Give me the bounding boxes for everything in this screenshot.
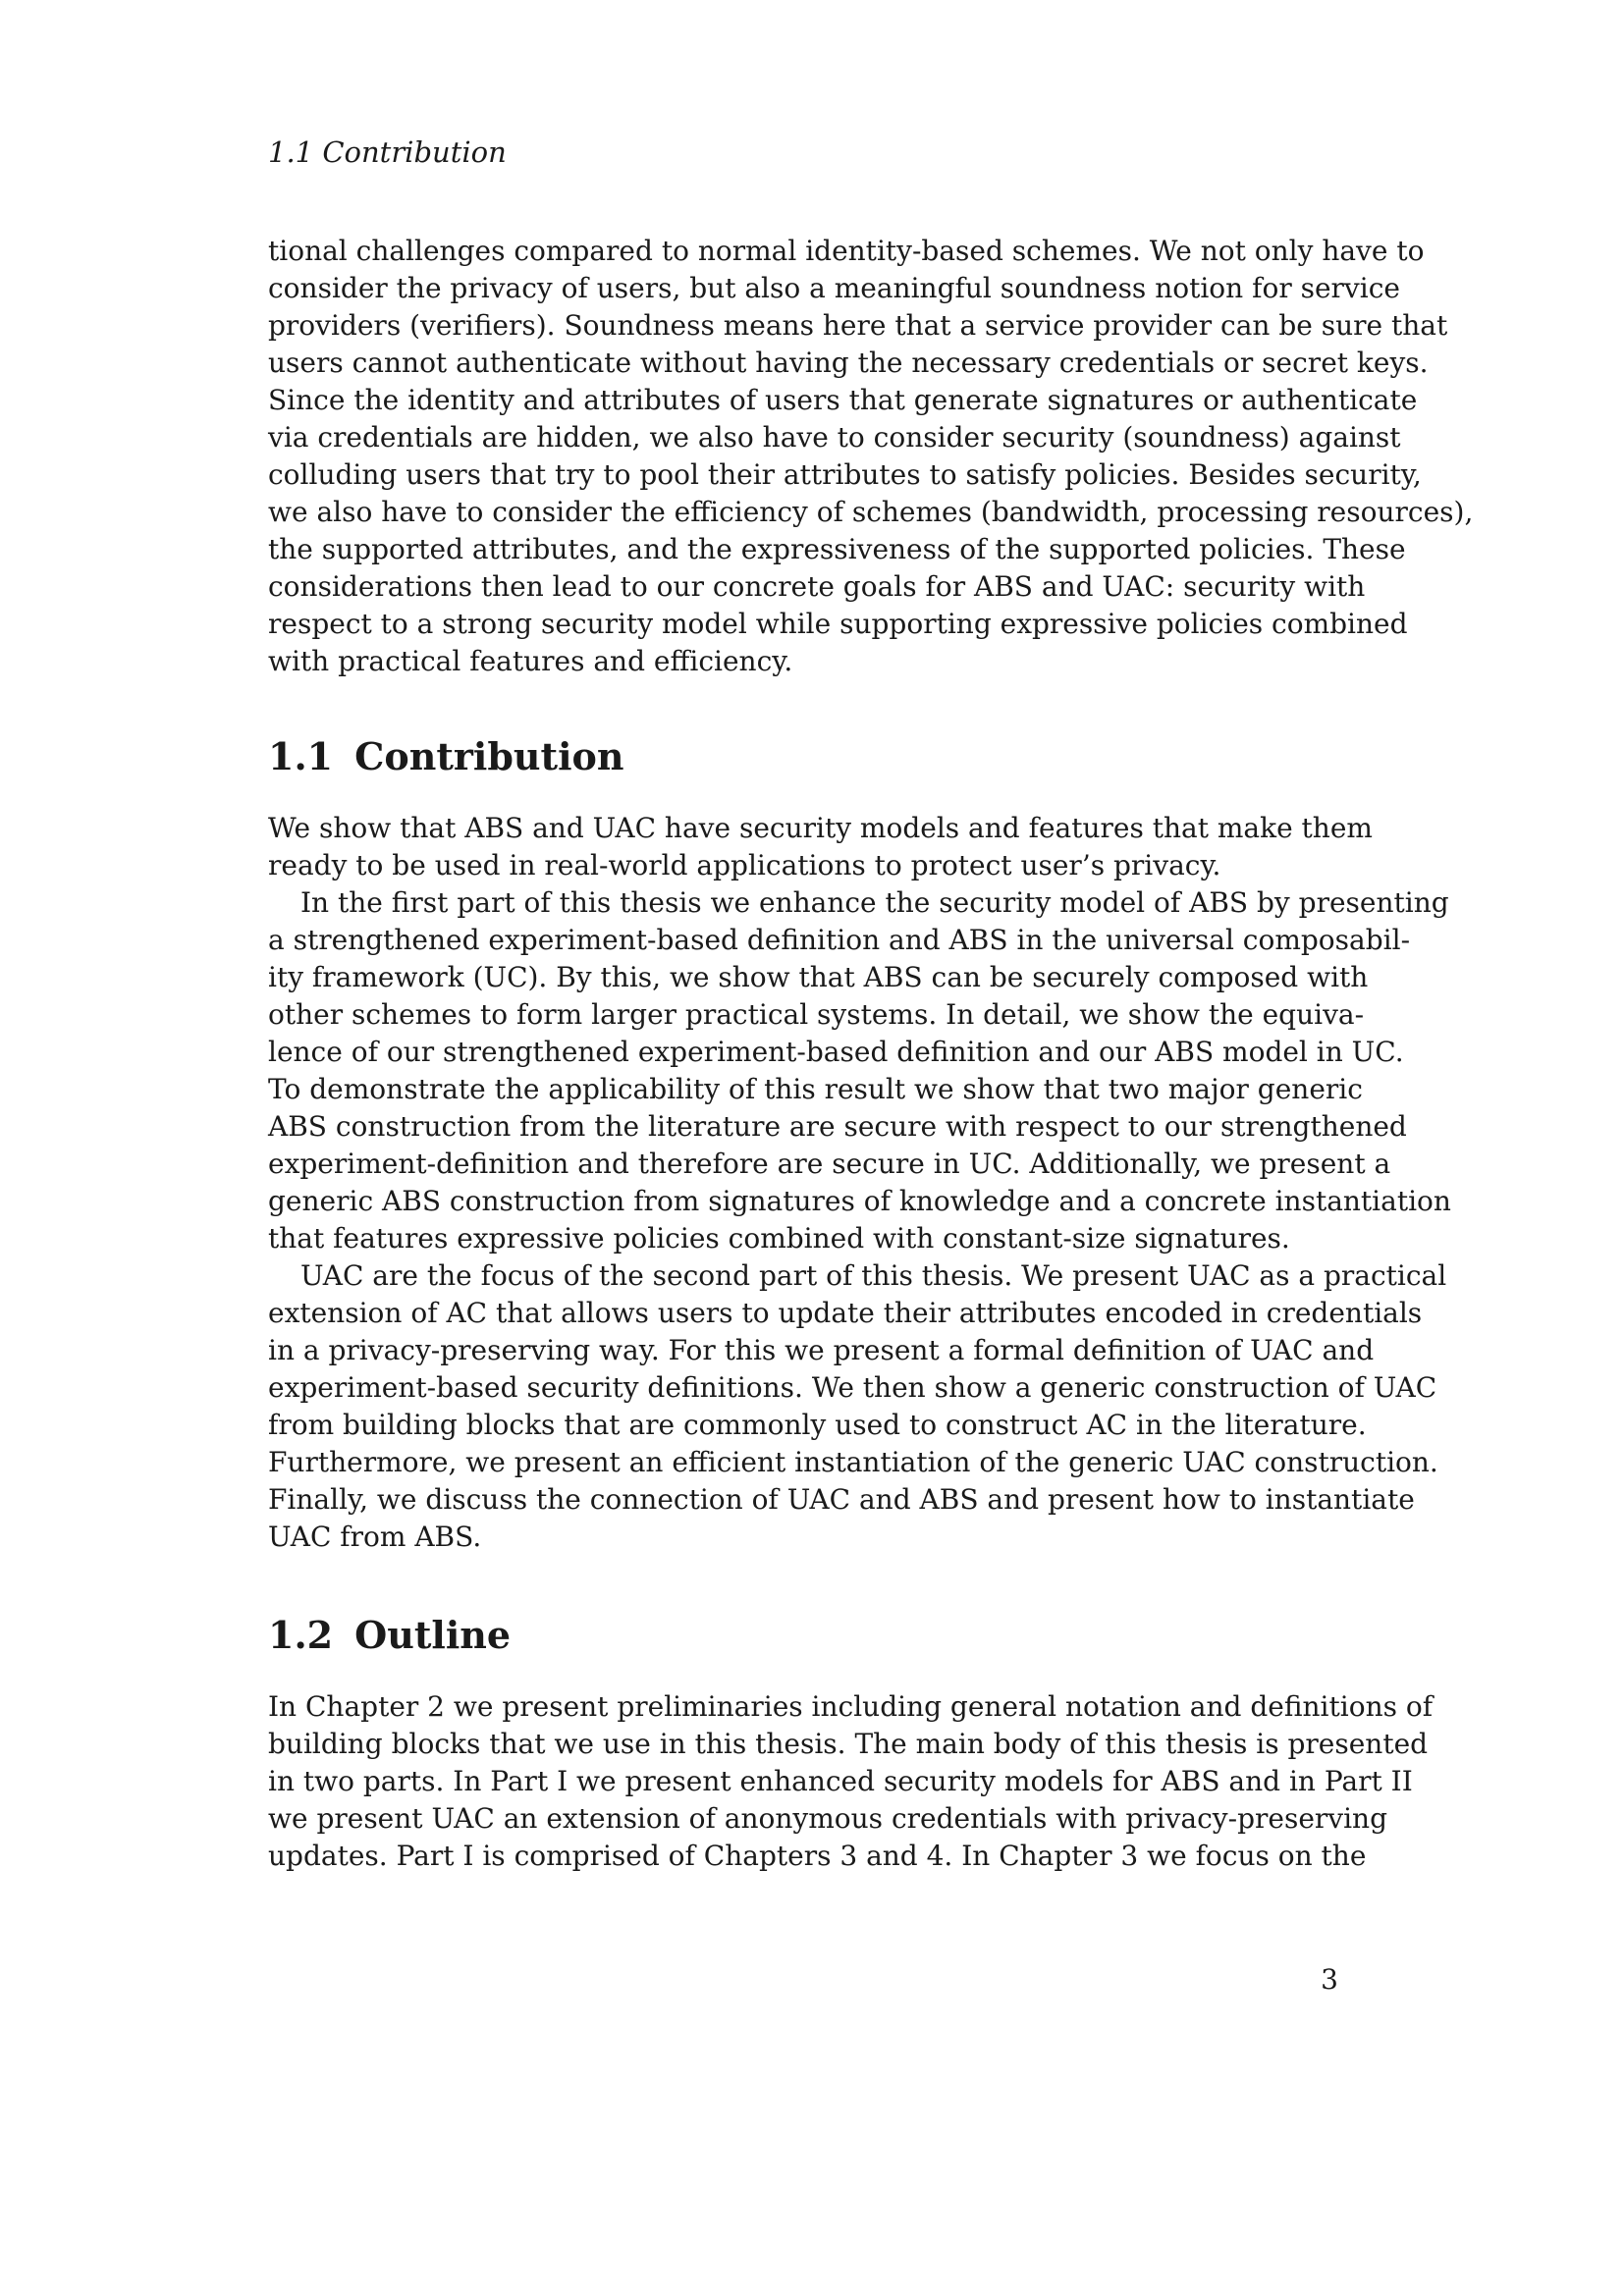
text-line: consider the privacy of users, but also a meaningful soundness notion for service bbox=[268, 272, 1400, 304]
text-line: ity framework (UC). By this, we show that ABS can be securely composed with bbox=[268, 961, 1369, 993]
text-line: updates. Part I is comprised of Chapters 3 and 4. In Chapter 3 we focus on the bbox=[268, 1840, 1367, 1872]
text-line: In the first part of this thesis we enhance the security model of ABS by presenting bbox=[300, 886, 1449, 919]
text-line: from building blocks that are commonly used to construct AC in the literature. bbox=[268, 1409, 1367, 1441]
text-line: Finally, we discuss the connection of UAC and ABS and present how to instantiate bbox=[268, 1483, 1415, 1516]
section-number: 1.2 bbox=[268, 1613, 334, 1657]
text-line: Furthermore, we present an efficient instantiation of the generic UAC construction. bbox=[268, 1446, 1438, 1478]
page-number: 3 bbox=[1321, 1963, 1338, 1996]
section-title: Contribution bbox=[354, 734, 624, 778]
text-line: tional challenges compared to normal identity-based schemes. We not only have to bbox=[268, 235, 1425, 267]
text-line: To demonstrate the applicability of this result we show that two major generic bbox=[268, 1073, 1363, 1105]
text-line: We show that ABS and UAC have security models and features that make them bbox=[268, 812, 1373, 844]
text-line: Since the identity and attributes of users that generate signatures or authenticate bbox=[268, 384, 1418, 416]
text-line: providers (verifiers). Soundness means here that a service provider can be sure that bbox=[268, 309, 1448, 342]
text-line: lence of our strengthened experiment-based definition and our ABS model in UC. bbox=[268, 1036, 1404, 1068]
text-line: users cannot authenticate without having the necessary credentials or secret keys. bbox=[268, 347, 1429, 379]
section-heading-contribution bbox=[268, 733, 624, 780]
text-line: considerations then lead to our concrete goals for ABS and UAC: security with bbox=[268, 570, 1366, 603]
text-line: that features expressive policies combined with constant-size signatures. bbox=[268, 1222, 1290, 1255]
text-line: via credentials are hidden, we also have to consider security (soundness) against bbox=[268, 421, 1401, 454]
section-title: Outline bbox=[354, 1613, 512, 1657]
text-line: we also have to consider the efficiency of schemes (bandwidth, processing resources), bbox=[268, 496, 1474, 528]
contribution-body bbox=[268, 810, 1451, 1556]
running-header: 1.1 Contribution bbox=[268, 135, 507, 169]
text-line: with practical features and efficiency. bbox=[268, 645, 793, 677]
text-line: generic ABS construction from signatures of knowledge and a concrete instantiation bbox=[268, 1185, 1451, 1217]
text-line: building blocks that we use in this thesis. The main body of this thesis is presented bbox=[268, 1728, 1429, 1760]
text-line: the supported attributes, and the expressiveness of the supported policies. These bbox=[268, 533, 1406, 565]
text-line: ready to be used in real-world applications to protect user’s privacy. bbox=[268, 849, 1221, 881]
text-line: in a privacy-preserving way. For this we present a formal definition of UAC and bbox=[268, 1334, 1375, 1366]
text-line: UAC from ABS. bbox=[268, 1521, 482, 1553]
text-line: experiment-definition and therefore are secure in UC. Additionally, we present a bbox=[268, 1148, 1391, 1180]
text-line: ABS construction from the literature are secure with respect to our strengthened bbox=[268, 1110, 1407, 1143]
text-line: a strengthened experiment-based definition and ABS in the universal composabil- bbox=[268, 924, 1411, 956]
text-line: extension of AC that allows users to update their attributes encoded in credentials bbox=[268, 1297, 1423, 1329]
text-line: respect to a strong security model while supporting expressive policies combined bbox=[268, 608, 1408, 640]
section-number: 1.1 bbox=[268, 734, 334, 778]
text-line: we present UAC an extension of anonymous credentials with privacy-preserving bbox=[268, 1802, 1388, 1835]
intro-paragraph bbox=[268, 233, 1474, 680]
outline-body bbox=[268, 1688, 1434, 1875]
text-line: other schemes to form larger practical systems. In detail, we show the equiva- bbox=[268, 998, 1365, 1031]
text-line: experiment-based security definitions. We then show a generic construction of UAC bbox=[268, 1371, 1437, 1404]
text-line: in two parts. In Part I we present enhanced security models for ABS and in Part II bbox=[268, 1765, 1413, 1797]
text-line: colluding users that try to pool their attributes to satisfy policies. Besides security, bbox=[268, 458, 1422, 491]
section-heading-outline bbox=[268, 1612, 511, 1659]
text-line: In Chapter 2 we present preliminaries including general notation and definitions of bbox=[268, 1690, 1434, 1723]
text-line: UAC are the focus of the second part of this thesis. We present UAC as a practical bbox=[300, 1259, 1447, 1292]
